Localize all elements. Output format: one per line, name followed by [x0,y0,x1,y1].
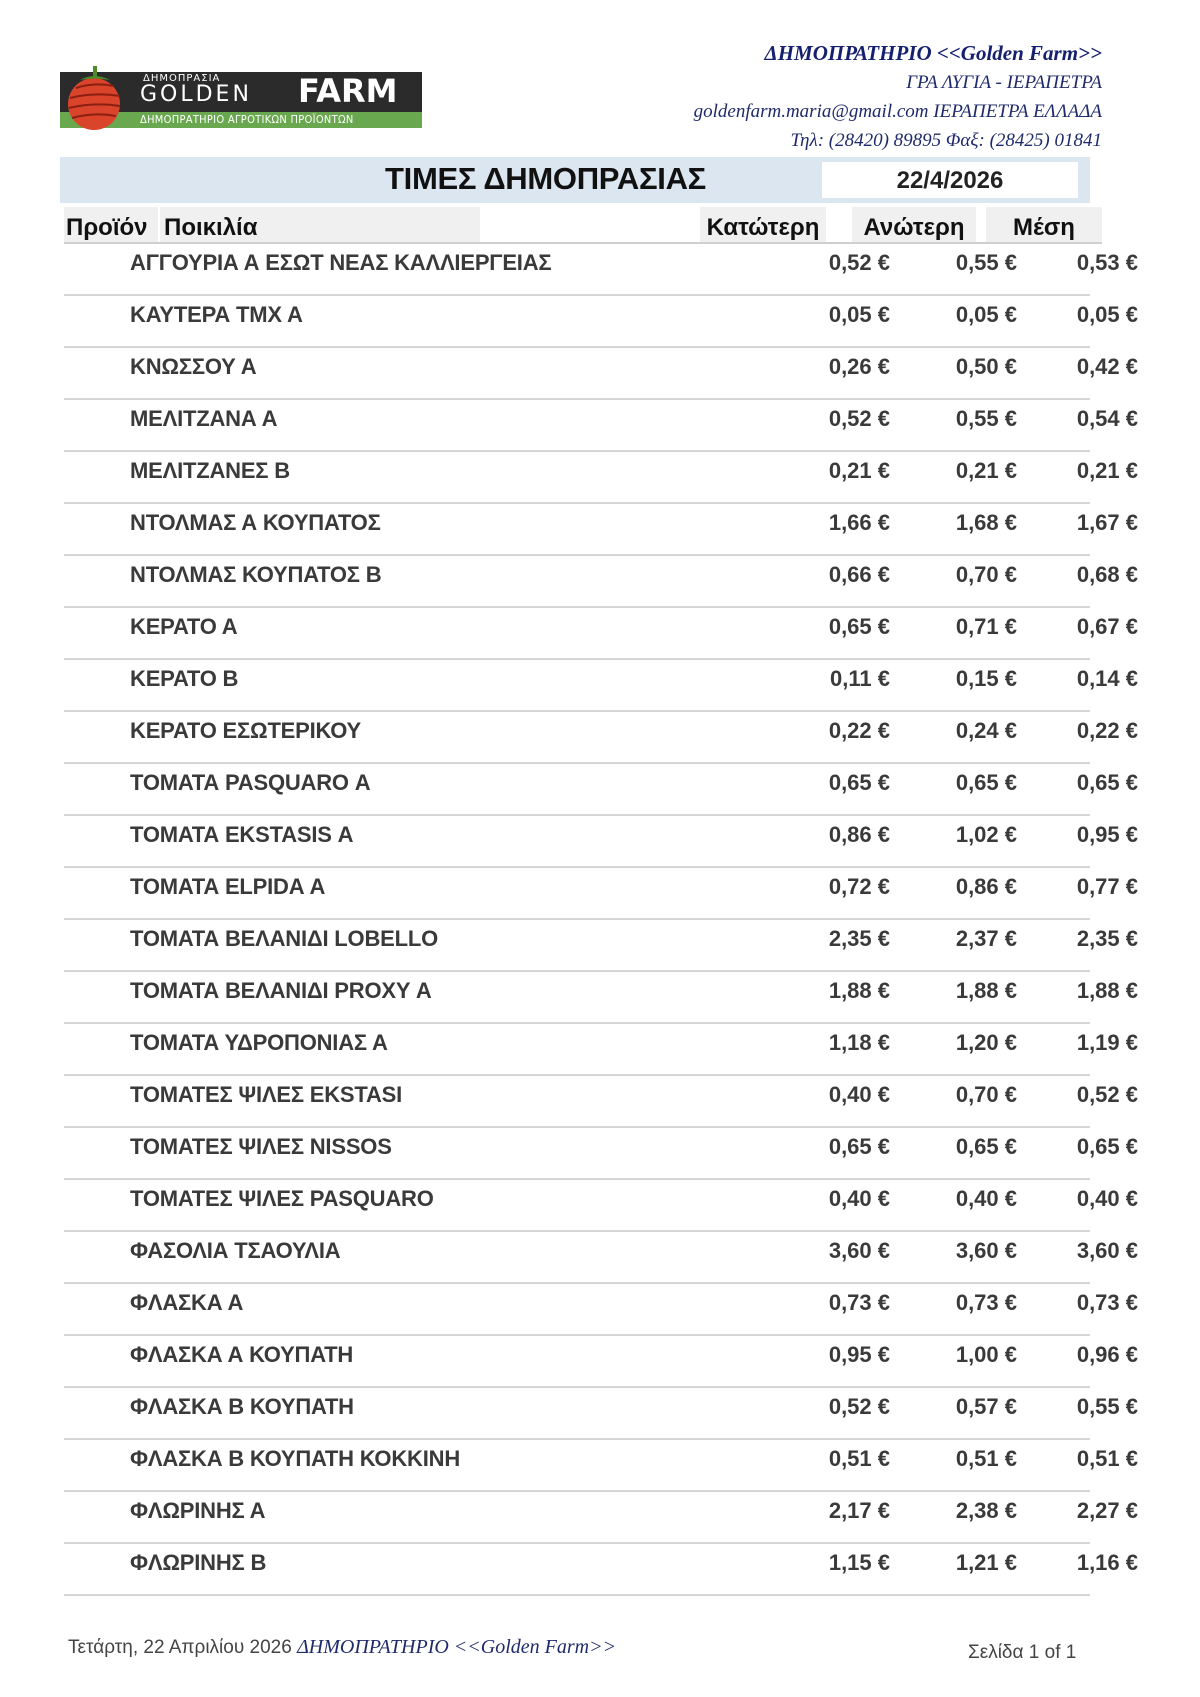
row-variety: ΤΟΜΑΤΕΣ ΨΙΛΕΣ EKSTASI [130,1082,403,1107]
row-high-price: 2,38 € [955,1498,1017,1523]
logo-subtitle: ΔΗΜΟΠΡΑΤΗΡΙΟ ΑΓΡΟΤΙΚΩΝ ΠΡΟΪΟΝΤΩΝ [140,113,354,126]
row-avg-price: 0,42 € [1076,354,1138,379]
row-avg-price: 2,27 € [1076,1498,1138,1523]
row-avg-price: 1,67 € [1076,510,1138,535]
row-variety: ΚΕΡΑΤΟ Α [130,614,238,639]
company-address: ΓΡΑ ΛΥΓΙΑ - ΙΕΡΑΠΕΤΡΑ [906,72,1102,93]
row-variety: ΤΟΜΑΤΑ ELPIDA Α [130,874,326,899]
table-row [64,660,1138,712]
row-high-price: 0,15 € [955,666,1017,691]
company-logo [58,56,424,134]
row-high-price: 1,68 € [955,510,1017,535]
table-row [64,608,1138,660]
row-variety: ΤΟΜΑΤΕΣ ΨΙΛΕΣ PASQUARO [130,1186,434,1211]
row-low-price: 1,88 € [828,978,890,1003]
row-variety: ΚΑΥΤΕΡΑ ΤΜΧ Α [130,302,303,327]
row-avg-price: 0,68 € [1076,562,1138,587]
logo-top-text: ΔΗΜΟΠΡΑΣΙΑ [143,73,221,84]
row-variety: ΦΑΣΟΛΙΑ ΤΣΑΟΥΛΙΑ [130,1238,341,1263]
row-variety: ΚΕΡΑΤΟ Β [130,666,239,691]
column-header-variety: Ποικιλία [160,207,480,243]
row-low-price: 0,26 € [828,354,890,379]
row-low-price: 0,73 € [828,1290,890,1315]
row-variety: ΝΤΟΛΜΑΣ ΚΟΥΠΑΤΟΣ Β [130,562,382,587]
row-variety: ΦΛΑΣΚΑ Β ΚΟΥΠΑΤΗ ΚΟΚΚΙΝΗ [130,1446,461,1471]
table-row [64,1492,1138,1544]
row-low-price: 0,51 € [828,1446,890,1471]
row-high-price: 1,02 € [955,822,1017,847]
row-low-price: 0,66 € [828,562,890,587]
table-row [64,816,1138,868]
row-avg-price: 0,54 € [1076,406,1138,431]
row-high-price: 0,55 € [955,250,1017,275]
table-row [64,868,1138,920]
tomato-icon [64,64,128,132]
company-name: ΔΗΜΟΠΡΑΤΗΡΙΟ <<Golden Farm>> [764,41,1102,65]
row-low-price: 0,21 € [828,458,890,483]
row-variety: ΤΟΜΑΤΑ EKSTASIS Α [130,822,354,847]
row-avg-price: 0,73 € [1076,1290,1138,1315]
row-variety: ΦΛΑΣΚΑ Β ΚΟΥΠΑΤΗ [130,1394,354,1419]
row-low-price: 0,22 € [828,718,890,743]
footer-brand: ΔΗΜΟΠΡΑΤΗΡΙΟ <<Golden Farm>> [297,1636,617,1658]
row-variety: ΤΟΜΑΤΑ PASQUARO Α [130,770,371,795]
table-row [64,1336,1138,1388]
row-variety: ΤΟΜΑΤΕΣ ΨΙΛΕΣ NISSOS [130,1134,392,1159]
row-high-price: 1,88 € [955,978,1017,1003]
row-avg-price: 0,65 € [1076,1134,1138,1159]
row-high-price: 0,24 € [955,718,1017,743]
table-row [64,1232,1138,1284]
row-high-price: 0,70 € [955,562,1017,587]
row-variety: ΜΕΛΙΤΖΑΝΕΣ Β [130,458,290,483]
table-row [64,1544,1138,1596]
company-email-line: goldenfarm.maria@gmail.com ΙΕΡΑΠΕΤΡΑ ΕΛΛΑΔΑ [693,101,1102,122]
table-row [64,504,1138,556]
column-header-avg: Μέση [986,207,1102,243]
row-avg-price: 1,88 € [1076,978,1138,1003]
table-row [64,1180,1138,1232]
title-band [60,157,1090,203]
row-avg-price: 0,51 € [1076,1446,1138,1471]
row-high-price: 1,00 € [955,1342,1017,1367]
table-row [64,400,1138,452]
company-phone-line: Τηλ: (28420) 89895 Φαξ: (28425) 01841 [790,130,1102,151]
row-high-price: 2,37 € [955,926,1017,951]
row-low-price: 0,11 € [830,666,890,691]
row-low-price: 3,60 € [828,1238,890,1263]
table-row [64,348,1138,400]
row-low-price: 0,40 € [828,1186,890,1211]
table-row [64,920,1138,972]
row-high-price: 0,70 € [955,1082,1017,1107]
row-low-price: 0,52 € [828,406,890,431]
row-high-price: 0,73 € [955,1290,1017,1315]
row-avg-price: 2,35 € [1076,926,1138,951]
row-variety: ΚΝΩΣΣΟΥ Α [130,354,257,379]
row-avg-price: 0,65 € [1076,770,1138,795]
row-low-price: 1,66 € [828,510,890,535]
row-avg-price: 0,14 € [1076,666,1138,691]
row-high-price: 0,55 € [955,406,1017,431]
table-row [64,1440,1138,1492]
row-high-price: 1,21 € [955,1550,1017,1575]
table-row [64,1128,1138,1180]
row-high-price: 0,86 € [955,874,1017,899]
price-table [64,244,1138,1596]
row-avg-price: 0,67 € [1076,614,1138,639]
row-low-price: 0,05 € [828,302,890,327]
row-variety: ΝΤΟΛΜΑΣ Α ΚΟΥΠΑΤΟΣ [130,510,381,535]
logo-farm-text: FARM [298,72,398,110]
row-low-price: 0,65 € [828,770,890,795]
table-row [64,1024,1138,1076]
row-high-price: 0,51 € [955,1446,1017,1471]
row-variety: ΤΟΜΑΤΑ ΥΔΡΟΠΟΝΙΑΣ Α [130,1030,388,1055]
table-row [64,1284,1138,1336]
row-low-price: 0,40 € [828,1082,890,1107]
table-row [64,712,1138,764]
row-avg-price: 0,95 € [1076,822,1138,847]
company-info [694,38,1102,155]
footer-left [68,1636,616,1659]
row-low-price: 0,65 € [828,1134,890,1159]
row-variety: ΑΓΓΟΥΡΙΑ Α ΕΣΩΤ ΝΕΑΣ ΚΑΛΛΙΕΡΓΕΙΑΣ [130,250,552,275]
row-avg-price: 0,77 € [1076,874,1138,899]
table-row [64,452,1138,504]
footer-date: Τετάρτη, 22 Απριλίου 2026 [68,1637,292,1658]
row-high-price: 0,05 € [955,302,1017,327]
row-low-price: 2,17 € [828,1498,890,1523]
column-header-high: Ανώτερη [852,207,976,243]
row-high-price: 0,57 € [955,1394,1017,1419]
row-low-price: 0,65 € [828,614,890,639]
column-header-low: Κατώτερη [700,207,826,243]
row-variety: ΦΛΩΡΙΝΗΣ Α [130,1498,266,1523]
row-low-price: 0,52 € [828,250,890,275]
row-high-price: 0,65 € [955,1134,1017,1159]
row-low-price: 0,95 € [828,1342,890,1367]
report-date: 22/4/2026 [896,167,1004,194]
row-avg-price: 0,22 € [1076,718,1138,743]
row-variety: ΤΟΜΑΤΑ ΒΕΛΑΝΙΔΙ PROXY Α [130,978,432,1003]
row-high-price: 3,60 € [955,1238,1017,1263]
row-avg-price: 0,53 € [1076,250,1138,275]
row-high-price: 0,21 € [955,458,1017,483]
logo-golden-text: GOLDEN [140,82,252,107]
row-avg-price: 0,05 € [1076,302,1138,327]
row-avg-price: 0,52 € [1076,1082,1138,1107]
table-row [64,1388,1138,1440]
row-variety: ΦΛΑΣΚΑ Α ΚΟΥΠΑΤΗ [130,1342,354,1367]
table-row [64,972,1138,1024]
row-high-price: 0,40 € [955,1186,1017,1211]
row-low-price: 0,72 € [828,874,890,899]
row-avg-price: 0,96 € [1076,1342,1138,1367]
column-header-product: Προϊόν [64,207,158,243]
row-variety: ΦΛΩΡΙΝΗΣ Β [130,1550,267,1575]
table-row [64,556,1138,608]
row-avg-price: 1,19 € [1076,1030,1138,1055]
table-row [64,244,1138,296]
row-avg-price: 0,55 € [1076,1394,1138,1419]
row-variety: ΤΟΜΑΤΑ ΒΕΛΑΝΙΔΙ LOBELLO [130,926,439,951]
footer-page-number: Σελίδα 1 of 1 [968,1642,1077,1663]
row-high-price: 0,65 € [955,770,1017,795]
row-avg-price: 0,21 € [1076,458,1138,483]
row-high-price: 0,71 € [955,614,1017,639]
row-variety: ΦΛΑΣΚΑ Α [130,1290,244,1315]
row-low-price: 0,86 € [828,822,890,847]
row-avg-price: 3,60 € [1076,1238,1138,1263]
row-avg-price: 1,16 € [1076,1550,1138,1575]
table-row [64,296,1138,348]
row-low-price: 1,18 € [828,1030,890,1055]
row-high-price: 0,50 € [955,354,1017,379]
row-variety: ΚΕΡΑΤΟ ΕΣΩΤΕΡΙΚΟΥ [130,718,361,743]
table-row [64,1076,1138,1128]
row-avg-price: 0,40 € [1076,1186,1138,1211]
table-row [64,764,1138,816]
report-date-box [822,162,1078,198]
row-variety: ΜΕΛΙΤΖΑΝΑ Α [130,406,278,431]
report-title: ΤΙΜΕΣ ΔΗΜΟΠΡΑΣΙΑΣ [385,161,706,196]
row-low-price: 0,52 € [828,1394,890,1419]
row-low-price: 2,35 € [828,926,890,951]
row-low-price: 1,15 € [828,1550,890,1575]
row-high-price: 1,20 € [955,1030,1017,1055]
